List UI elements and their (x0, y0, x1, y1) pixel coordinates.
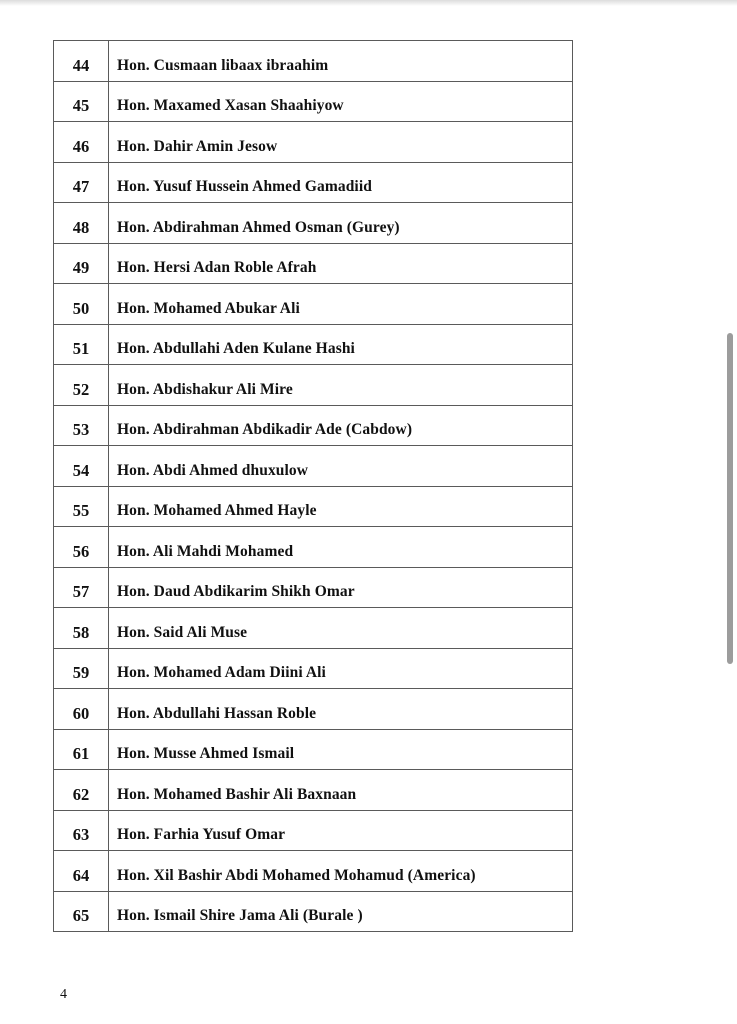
table-row (54, 608, 573, 649)
scrollbar-thumb[interactable] (727, 333, 733, 664)
member-name: Hon. Musse Ahmed Ismail (109, 729, 573, 770)
member-name: Hon. Abdi Ahmed dhuxulow (109, 446, 573, 487)
row-number: 52 (54, 365, 109, 406)
table-row (54, 689, 573, 730)
row-number: 62 (54, 770, 109, 811)
member-name: Hon. Mohamed Ahmed Hayle (109, 486, 573, 527)
member-name: Hon. Mohamed Bashir Ali Baxnaan (109, 770, 573, 811)
table-row (54, 648, 573, 689)
table-row (54, 770, 573, 811)
top-shadow (0, 0, 737, 6)
table-row (54, 122, 573, 163)
row-number: 46 (54, 122, 109, 163)
row-number: 56 (54, 527, 109, 568)
table-row (54, 527, 573, 568)
row-number: 45 (54, 81, 109, 122)
row-number: 47 (54, 162, 109, 203)
table-row (54, 284, 573, 325)
members-table (53, 40, 573, 932)
page-number: 4 (60, 987, 67, 1002)
members-table-body (54, 41, 573, 932)
member-name: Hon. Mohamed Adam Diini Ali (109, 648, 573, 689)
table-row (54, 486, 573, 527)
row-number: 49 (54, 243, 109, 284)
member-name: Hon. Yusuf Hussein Ahmed Gamadiid (109, 162, 573, 203)
table-row (54, 810, 573, 851)
member-name: Hon. Ismail Shire Jama Ali (Burale ) (109, 891, 573, 932)
member-name: Hon. Abdullahi Aden Kulane Hashi (109, 324, 573, 365)
table-row (54, 891, 573, 932)
row-number: 58 (54, 608, 109, 649)
member-name: Hon. Abdullahi Hassan Roble (109, 689, 573, 730)
row-number: 57 (54, 567, 109, 608)
table-row (54, 365, 573, 406)
member-name: Hon. Daud Abdikarim Shikh Omar (109, 567, 573, 608)
table-row (54, 324, 573, 365)
row-number: 51 (54, 324, 109, 365)
row-number: 65 (54, 891, 109, 932)
row-number: 44 (54, 41, 109, 82)
table-row (54, 567, 573, 608)
member-name: Hon. Ali Mahdi Mohamed (109, 527, 573, 568)
row-number: 50 (54, 284, 109, 325)
member-name: Hon. Farhia Yusuf Omar (109, 810, 573, 851)
member-name: Hon. Said Ali Muse (109, 608, 573, 649)
row-number: 48 (54, 203, 109, 244)
row-number: 61 (54, 729, 109, 770)
row-number: 53 (54, 405, 109, 446)
member-name: Hon. Abdirahman Ahmed Osman (Gurey) (109, 203, 573, 244)
member-name: Hon. Xil Bashir Abdi Mohamed Mohamud (America) (109, 851, 573, 892)
member-name: Hon. Abdirahman Abdikadir Ade (Cabdow) (109, 405, 573, 446)
table-row (54, 162, 573, 203)
row-number: 54 (54, 446, 109, 487)
row-number: 59 (54, 648, 109, 689)
member-name: Hon. Cusmaan libaax ibraahim (109, 41, 573, 82)
table-row (54, 729, 573, 770)
row-number: 55 (54, 486, 109, 527)
row-number: 60 (54, 689, 109, 730)
table-row (54, 203, 573, 244)
table-row (54, 405, 573, 446)
table-row (54, 243, 573, 284)
member-name: Hon. Abdishakur Ali Mire (109, 365, 573, 406)
member-name: Hon. Hersi Adan Roble Afrah (109, 243, 573, 284)
table-row (54, 851, 573, 892)
row-number: 64 (54, 851, 109, 892)
row-number: 63 (54, 810, 109, 851)
table-row (54, 41, 573, 82)
member-name: Hon. Maxamed Xasan Shaahiyow (109, 81, 573, 122)
table-row (54, 446, 573, 487)
member-name: Hon. Dahir Amin Jesow (109, 122, 573, 163)
table-row (54, 81, 573, 122)
member-name: Hon. Mohamed Abukar Ali (109, 284, 573, 325)
